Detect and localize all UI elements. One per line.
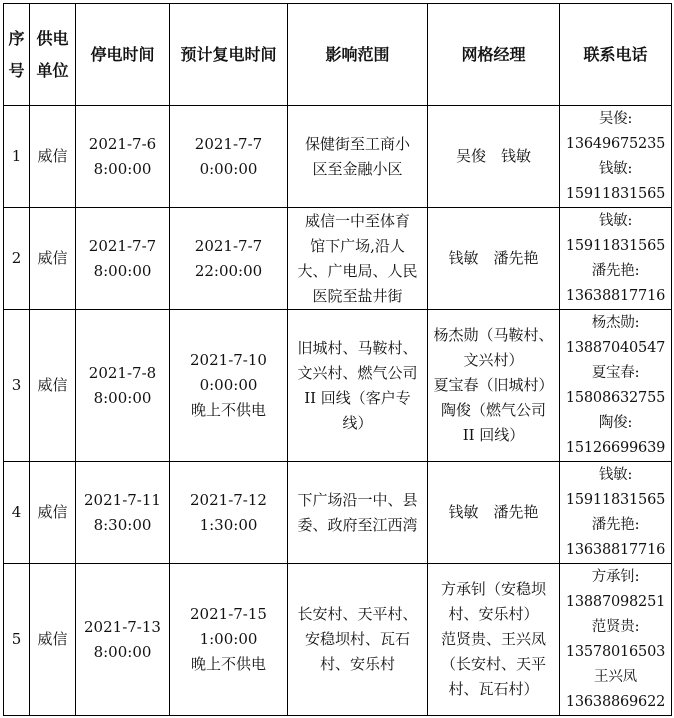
- manager-cell: [428, 208, 560, 310]
- phone-cell: [560, 564, 672, 716]
- restore-note: 晚上不供电: [190, 401, 266, 419]
- scope-line: 下广场沿一中、县: [297, 490, 418, 509]
- restore-time: 0:00:00: [199, 159, 258, 178]
- outage-time: 8:00:00: [93, 642, 152, 661]
- seq-cell: 5: [4, 564, 30, 716]
- scope-line: 医院至盐井街: [312, 286, 403, 305]
- scope-line: 旧城村、马鞍村、: [297, 338, 418, 357]
- manager-line: （长安村、天平: [440, 655, 546, 673]
- phone-line: 吴俊:: [598, 110, 633, 127]
- phone-line: 13578016503: [565, 643, 666, 660]
- unit-cell: 威信: [30, 106, 76, 208]
- phone-line: 方承钊:: [591, 568, 640, 585]
- outage-time: 8:30:00: [93, 515, 152, 534]
- header-phone: 联系电话: [560, 4, 672, 106]
- phone-line: 夏宝春:: [591, 364, 640, 381]
- outage-cell: [76, 564, 170, 716]
- phone-cell: [560, 462, 672, 564]
- table-row: [4, 462, 672, 564]
- table-body: [4, 106, 672, 716]
- manager-line: 村、瓦石村）: [448, 680, 539, 698]
- table-row: [4, 208, 672, 310]
- restore-note: 晚上不供电: [190, 655, 266, 673]
- seq-cell: 4: [4, 462, 30, 564]
- seq-cell: 1: [4, 106, 30, 208]
- restore-time: 1:00:00: [199, 630, 258, 648]
- phone-line: 13638817716: [565, 541, 666, 558]
- manager-line: 文兴村）: [463, 351, 524, 369]
- scope-cell: [288, 462, 428, 564]
- manager-cell: [428, 564, 560, 716]
- scope-line: 区至金融小区: [312, 159, 403, 178]
- scope-line: 长安村、天平村、: [297, 605, 418, 623]
- restore-cell: [170, 310, 288, 462]
- phone-cell: [560, 106, 672, 208]
- scope-line: 保健街至工商小: [304, 134, 410, 153]
- outage-cell: [76, 106, 170, 208]
- phone-line: 王兴凤: [594, 668, 637, 685]
- outage-date: 2021-7-13: [84, 617, 161, 636]
- unit-cell: 威信: [30, 208, 76, 310]
- restore-cell: [170, 462, 288, 564]
- scope-line: 线）: [342, 413, 373, 432]
- scope-line: 威信一中至体育: [304, 211, 410, 230]
- unit-cell: 威信: [30, 462, 76, 564]
- outage-date: 2021-7-8: [88, 363, 157, 382]
- header-outage: 停电时间: [76, 4, 170, 106]
- outage-time: 8:00:00: [93, 261, 152, 280]
- phone-cell: [560, 208, 672, 310]
- outage-date: 2021-7-6: [88, 134, 157, 153]
- scope-line: 村、安乐村: [319, 655, 395, 673]
- phone-line: 陶俊:: [598, 414, 633, 431]
- restore-time: 22:00:00: [194, 261, 263, 280]
- scope-line: 文兴村、燃气公司: [297, 363, 418, 382]
- scope-line: 安稳坝村、瓦石: [304, 630, 410, 648]
- phone-line: 15911831565: [565, 237, 666, 254]
- header-manager: 网格经理: [428, 4, 560, 106]
- unit-cell: 威信: [30, 564, 76, 716]
- header-row: [4, 4, 672, 106]
- restore-date: 2021-7-10: [190, 351, 267, 369]
- phone-line: 杨杰勋:: [591, 314, 640, 331]
- phone-line: 潘先艳:: [591, 516, 640, 533]
- header-unit-text: 供电单位: [36, 28, 69, 80]
- phone-line: 13638869622: [565, 693, 666, 710]
- phone-line: 15911831565: [565, 491, 666, 508]
- phone-line: 13887040547: [565, 339, 666, 356]
- scope-line: 大、广电局、人民: [297, 261, 418, 280]
- manager-line: 方承钊（安稳坝: [440, 580, 546, 598]
- scope-cell: [288, 564, 428, 716]
- seq-cell: 2: [4, 208, 30, 310]
- restore-cell: [170, 564, 288, 716]
- phone-line: 钱敏:: [598, 212, 633, 229]
- seq-cell: 3: [4, 310, 30, 462]
- table-row: [4, 310, 672, 462]
- scope-cell: [288, 106, 428, 208]
- restore-cell: [170, 208, 288, 310]
- outage-cell: [76, 462, 170, 564]
- phone-line: 13638817716: [565, 287, 666, 304]
- outage-date: 2021-7-7: [88, 236, 157, 255]
- manager-line: 钱敏 潘先艳: [448, 249, 539, 267]
- phone-line: 13649675235: [565, 135, 666, 152]
- phone-line: 15911831565: [565, 185, 666, 202]
- restore-date: 2021-7-7: [194, 134, 263, 153]
- restore-time: 0:00:00: [199, 376, 258, 394]
- manager-line: 村、安乐村）: [448, 605, 539, 623]
- restore-date: 2021-7-15: [190, 605, 267, 623]
- manager-cell: [428, 310, 560, 462]
- phone-line: 13887098251: [565, 593, 666, 610]
- unit-cell: 威信: [30, 310, 76, 462]
- table-row: [4, 564, 672, 716]
- manager-line: 夏宝春（旧城村）: [433, 376, 554, 394]
- phone-line: 15126699639: [565, 439, 666, 456]
- manager-cell: [428, 106, 560, 208]
- outage-time: 8:00:00: [93, 159, 152, 178]
- phone-line: 范贤贵:: [591, 618, 640, 635]
- phone-line: 钱敏:: [598, 160, 633, 177]
- scope-line: 委、政府至江西湾: [297, 515, 418, 534]
- phone-cell: [560, 310, 672, 462]
- manager-line: 杨杰勋（马鞍村、: [433, 326, 554, 344]
- outage-cell: [76, 208, 170, 310]
- header-scope: 影响范围: [288, 4, 428, 106]
- manager-line: 范贤贵、王兴凤: [440, 630, 546, 648]
- manager-line: 吴俊 钱敏: [455, 147, 531, 165]
- manager-line: 钱敏 潘先艳: [448, 503, 539, 521]
- outage-cell: [76, 310, 170, 462]
- scope-line: 馆下广场,沿人: [310, 236, 405, 255]
- restore-date: 2021-7-12: [190, 490, 267, 509]
- scope-line: II 回线（客户专: [304, 388, 411, 407]
- phone-line: 潘先艳:: [591, 262, 640, 279]
- header-unit: [30, 4, 76, 106]
- outage-date: 2021-7-11: [84, 490, 161, 509]
- header-seq: [4, 4, 30, 106]
- manager-cell: [428, 462, 560, 564]
- manager-line: II 回线）: [462, 426, 525, 444]
- restore-cell: [170, 106, 288, 208]
- phone-line: 钱敏:: [598, 466, 633, 483]
- header-seq-text: 序号: [8, 28, 25, 80]
- power-outage-table: [3, 3, 672, 716]
- outage-time: 8:00:00: [93, 388, 152, 407]
- phone-line: 15808632755: [565, 389, 666, 406]
- restore-date: 2021-7-7: [194, 236, 263, 255]
- scope-cell: [288, 208, 428, 310]
- restore-time: 1:30:00: [199, 515, 258, 534]
- table-row: [4, 106, 672, 208]
- header-restore: 预计复电时间: [170, 4, 288, 106]
- manager-line: 陶俊（燃气公司: [440, 401, 546, 419]
- scope-cell: [288, 310, 428, 462]
